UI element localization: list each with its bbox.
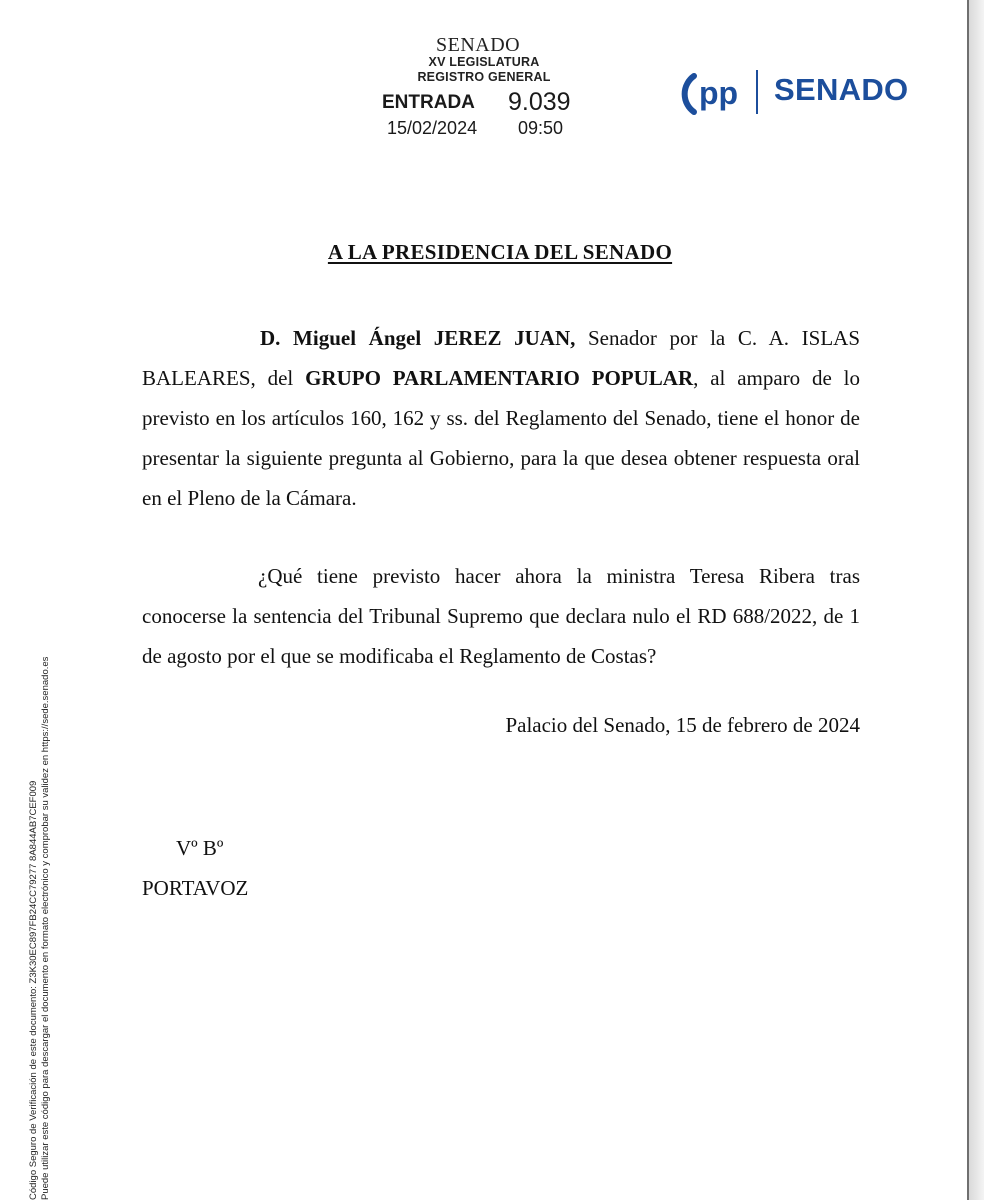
stamp-entrada-label: ENTRADA	[382, 92, 475, 113]
stamp-title: SENADO	[436, 34, 521, 56]
group-name: GRUPO PARLAMENTARIO POPULAR	[305, 366, 694, 390]
intro-text-1: Senador por la C. A. ISLAS BALEARES, del	[142, 326, 860, 390]
closing-place-date: Palacio del Senado, 15 de febrero de 2024	[505, 713, 860, 737]
intro-paragraph	[142, 318, 860, 518]
pp-logo-icon	[680, 66, 742, 118]
page-edge-shadow	[969, 0, 984, 1200]
stamp-date: 15/02/2024	[387, 118, 478, 138]
stamp-entrada-number: 9.039	[508, 88, 571, 116]
pp-senado-logo	[680, 66, 920, 118]
heading-text: A LA PRESIDENCIA DEL SENADO	[327, 240, 673, 264]
stamp-registro: REGISTRO GENERAL	[417, 70, 551, 84]
stamp-time: 09:50	[518, 118, 564, 138]
svg-text:pp: pp	[699, 75, 739, 111]
senator-name: D. Miguel Ángel JEREZ JUAN,	[260, 326, 576, 350]
stamp-legislatura: XV LEGISLATURA	[428, 55, 540, 69]
portavoz-label: PORTAVOZ	[142, 876, 249, 900]
visto-bueno: Vº Bº	[176, 836, 224, 860]
verification-side-note	[24, 550, 54, 1200]
logo-divider	[756, 70, 758, 114]
logo-text: SENADO	[774, 72, 909, 107]
document-heading	[0, 240, 984, 265]
verification-url-line: Puede utilizar este código para descargar el documento en formato electrónico y comprobar su validez en https://sede.senado.es	[40, 656, 51, 1200]
question-paragraph: ¿Qué tiene previsto hacer ahora la ministra Teresa Ribera tras conocerse la sentencia del Tribunal Supremo que declara nulo el RD 688/2022, de 1 de agosto por el que se modificaba el Reglamento de Costas?	[142, 564, 860, 668]
verification-code-line: Código Seguro de Verificación de este documento: Z3K30EC897FB24CC79277 8A844AB7CEF009	[28, 780, 39, 1200]
intro-text-2: , al amparo de lo previsto en los artículos 160, 162 y ss. del Reglamento del Senado, tiene el honor de presentar la siguiente pregunta al Gobierno, para la que desea obtener respuesta oral en el Pleno de la Cámara.	[142, 366, 861, 510]
